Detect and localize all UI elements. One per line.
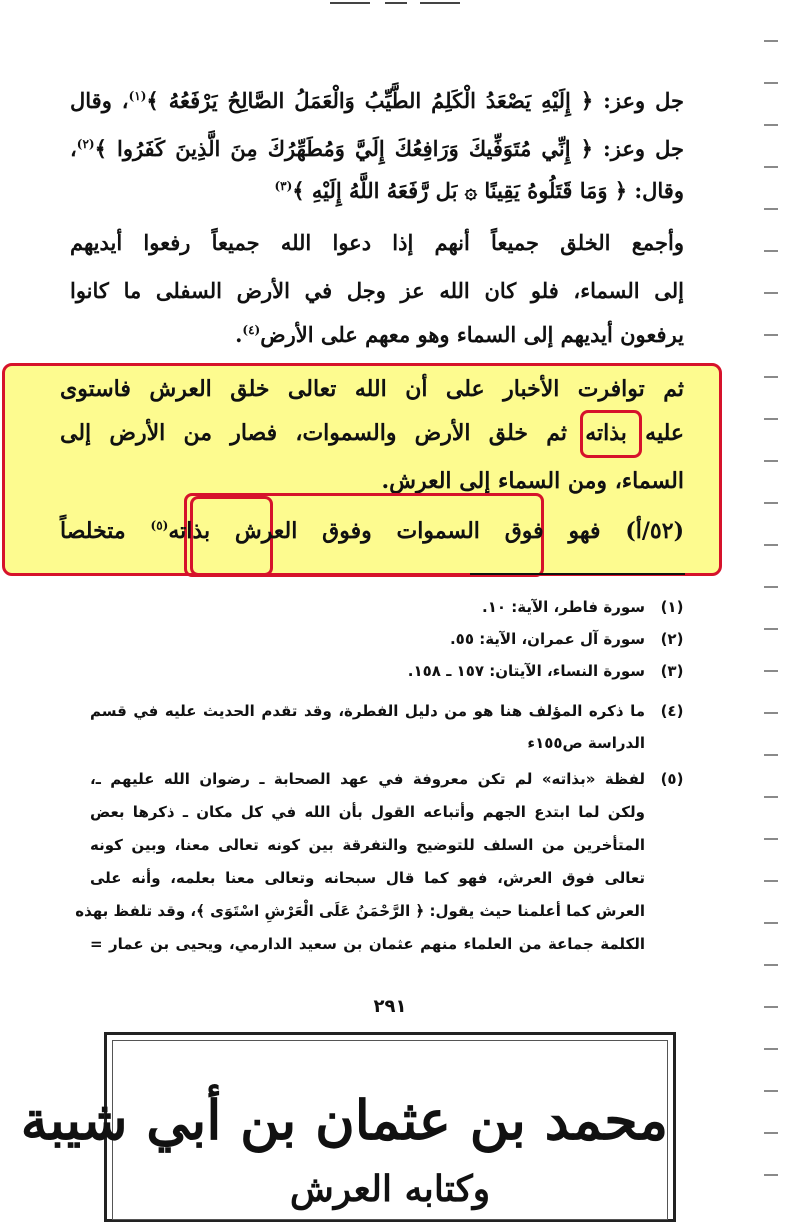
footnote-5-line-4: تعالى فوق العرش، فهو كما قال سبحانه وتعالى معنا بعلمه، وأنه على — [90, 869, 645, 887]
body-line-6: يرفعون أيديهم إلى السماء وهو معهم على الأرض$^{(٤)}$. — [235, 322, 684, 347]
highlight-line-4: (٥٢/أ) فهو فوق السموات وفوق العرش بذاته$^{(٥)}$ متخلصاً — [60, 518, 684, 544]
cover-title: محمد بن عثمان بن أبي شيبة — [20, 1088, 668, 1152]
footnote-5-line-5: العرش كما أعلمنا حيث يقول: ﴿ الرَّحْمَنُ عَلَى الْعَرْشِ اسْتَوَى ﴾، وقد تلفظ بهذه — [75, 902, 645, 920]
highlight-line-2: عليه بذاته ثم خلق الأرض والسموات، فصار من الأرض إلى — [60, 420, 684, 446]
footnote-separator — [470, 573, 685, 575]
top-rule — [0, 0, 786, 6]
marked-word-2: بذاته — [168, 518, 211, 544]
footnote-5-line-1: لفظة «بذاته» لم تكن معروفة في عهد الصحابة ـ رضوان الله عليهم ـ، — [90, 770, 645, 788]
footnote-number-3: (٣) — [660, 662, 684, 680]
footnote-5-line-6: الكلمة جماعة من العلماء منهم عثمان بن سعيد الدارمي، ويحيى بن عمار = — [90, 935, 645, 953]
page-number: ٢٩١ — [373, 996, 407, 1017]
footnote-5-line-3: المتأخرين من السلف للتوضيح والتفرقة بين كونه تعالى معنا، وبين كونه — [90, 836, 645, 854]
marked-word-1: بذاته — [585, 420, 627, 446]
footnote-number-4: (٤) — [660, 702, 684, 720]
footnote-3: سورة النساء، الآيتان: ١٥٧ ـ ١٥٨. — [407, 662, 645, 680]
footnote-number-5: (٥) — [660, 770, 684, 788]
highlight-line-3: السماء، ومن السماء إلى العرش. — [381, 468, 684, 494]
cover-subtitle: وكتابه العرش — [289, 1168, 491, 1210]
footnote-number-1: (١) — [660, 598, 684, 616]
body-line-4: وأجمع الخلق جميعاً أنهم إذا دعوا الله جميعاً رفعوا أيديهم — [70, 230, 684, 255]
footnote-2: سورة آل عمران، الآية: ٥٥. — [449, 630, 645, 648]
margin-ticks — [756, 0, 786, 1200]
body-line-3: وقال: ﴿ وَمَا قَتَلُوهُ يَقِينًا ۞ بَل رَّفَعَهُ اللَّهُ إِلَيْهِ ﴾$^{(٣)}$ — [274, 178, 684, 203]
footnote-1: سورة فاطر، الآية: ١٠. — [482, 598, 645, 616]
body-line-2: جل وعز: ﴿ إِنِّي مُتَوَفِّيكَ وَرَافِعُكَ إِلَيَّ وَمُطَهِّرُكَ مِنَ الَّذِينَ كَفَرُوا ﴾$^{(٢)}$، — [70, 136, 684, 161]
footnote-4-line-2: الدراسة ص١٥٥ء — [527, 734, 645, 752]
footnote-4-line-1: ما ذكره المؤلف هنا هو من دليل الفطرة، وقد تقدم الحديث عليه في قسم — [90, 702, 645, 720]
footnote-number-2: (٢) — [660, 630, 684, 648]
highlight-line-1: ثم توافرت الأخبار على أن الله تعالى خلق العرش فاستوى — [60, 376, 684, 402]
body-line-1: جل وعز: ﴿ إِلَيْهِ يَصْعَدُ الْكَلِمُ الطَّيِّبُ وَالْعَمَلُ الصَّالِحُ يَرْفَعُهُ ﴾$^{(١)}$، وقال — [70, 88, 684, 113]
footnote-5-line-2: ولكن لما ابتدع الجهم وأتباعه القول بأن الله في كل مكان ـ ذكرها بعض — [90, 803, 645, 821]
body-line-5: إلى السماء، فلو كان الله عز وجل في الأرض السفلى ما كانوا — [70, 278, 684, 303]
